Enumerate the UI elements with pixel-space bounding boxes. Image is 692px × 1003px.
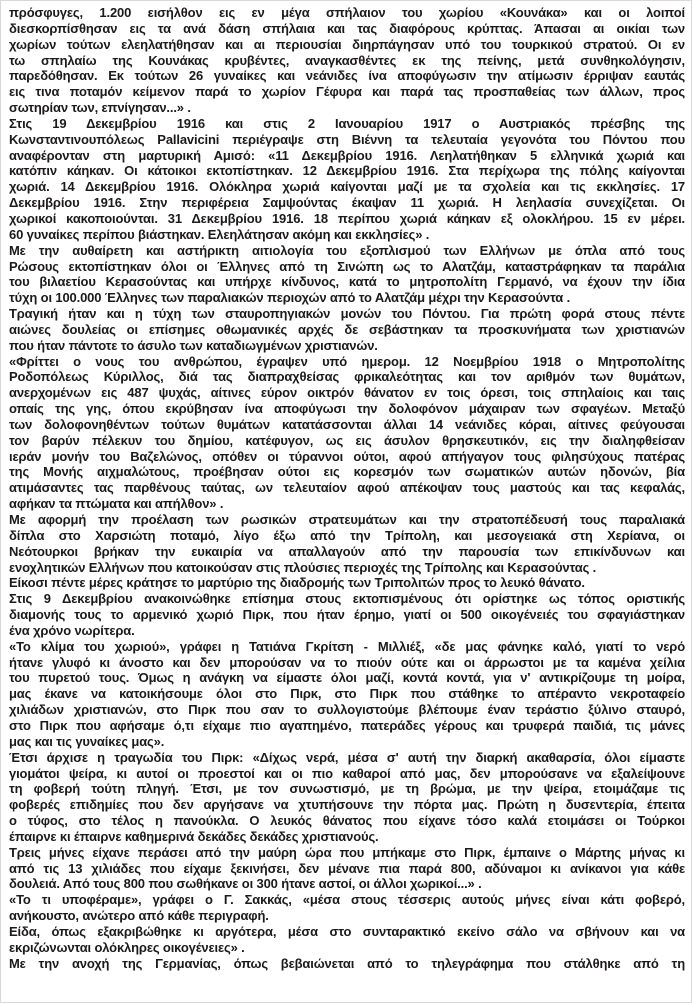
paragraph [9, 354, 685, 512]
text-line: διεσκορπίσθησαν εις τα ανά δάση σπήλαια και τας διαφόρους κρύπτας. Άπασαι αι οικίαι των [9, 20, 685, 36]
text-line: τω σπηλαίω της Κουνάκας κρυβέντες, αναγκασθέντες εκ της πείνης, μετά συνθηκολόγησιν, [9, 52, 685, 68]
text-line: χωρικοί κακοποιούνται. 31 Δεκεμβρίου 1916. 18 περίπου χωριά κάηκαν εξ ολοκλήρου. 15 εν μέρει. [9, 210, 685, 226]
text-line: Με την ανοχή της Γερμανίας, όπως βεβαιώνεται από το τηλεγράφημα που στάλθηκε από τη [9, 955, 685, 971]
text-line: από τις 13 χιλιάδες που είχαμε ξεκινήσει, δεν μένανε πια παρά 800, αδύναμοι κι ανίκανοι για κάθε [9, 860, 685, 876]
paragraph [9, 639, 685, 750]
text-line: Στις 9 Δεκεμβρίου ανακοινώθηκε επίσημα στους εκτοπισμένους ότι ορίστηκε ως τόπος οριστικής [9, 591, 685, 607]
text-line: του πυρετού τους. Όμως η ανάγκη να είμαστε όλοι μαζί, κοντά κοντά, για ν' αντικρίζουμε τη μοίρα, [9, 670, 685, 686]
text-line: ο τύφος, στο τέλος η πανούκλα. Ο λευκός θάνατος που είχανε τόσο καλά ετοιμάσει οι Τούρκοι [9, 813, 685, 829]
text-line: αιώνες δουλείας οι επίσημες οθωμανικές αρχές δε σεβάστηκαν τα προσκυνήματα των χριστιανών [9, 321, 685, 337]
text-line: φοβερές επιδημίες που δεν αργήσανε να χτυπήσουνε την πόρτα μας. Πρώτη η δυσεντερία, έπειτα [9, 797, 685, 813]
text-line: ενοχλητικών Ελλήνων που κατοικούσαν στις πλούσιες περιοχές της Τρίπολης και Κερασούντας . [9, 559, 597, 575]
text-line: 60 γυναίκες περίπου βιάστηκαν. Ελεηλάτησαν ακόμη και εκκλησίες» . [9, 226, 430, 242]
text-line: Έτσι άρχισε η τραγωδία του Πιρκ: «Δίχως νερά, μέσα σ' αυτή την διαρκή ακαθαρσία, όλοι είμαστε [9, 749, 685, 765]
text-line: Τραγική ήταν και η τύχη των σταυροπηγιακών μονών του Πόντου. Για πρώτη φορά στους πέντε [9, 306, 685, 322]
text-line: στο Πιρκ που αφήσαμε ό,τι είχαμε πιο αγαπημένο, πατεράδες γέρους και τρυφερά παιδιά, τις μάνες [9, 717, 685, 733]
text-line: αφήκαν τα πτώματα και απήλθον» . [9, 496, 224, 512]
text-line: Δεκεμβρίου 1916. Στην περιφέρεια Σαμψούντας έκαψαν 11 χωριά. Η λεηλασία συνεχίζεται. Οι [9, 195, 685, 211]
paragraph [9, 243, 685, 306]
paragraph [9, 116, 685, 243]
text-line: «Το τι υποφέραμε», γράφει ο Γ. Σακκάς, «μέσα στους τέσσερις αυτούς μήνες είναι κάτι φοβερό, [9, 892, 685, 908]
text-line: διαμονής τους το αρμενικό χωριό Πιρκ, που ήταν έρημο, γιατί οι 500 οικογένειές του σφαγιάστηκαν [9, 607, 685, 623]
text-line: μας και τις γυναίκες μας». [9, 733, 165, 749]
text-line: ήτανε γλυφό κι άνοστο και δεν μπορούσαν να το πιούν ούτε και οι άρρωστοι με τα καμένα χείλια [9, 654, 685, 670]
text-line: που ήταν πάντοτε το άσυλο των καταδιωγμένων χριστιανών. [9, 337, 378, 353]
text-line: έπαιρνε κι έπαιρνε καθημερινά δεκάδες δεκάδες χριστιανούς. [9, 828, 379, 844]
text-line: Στις 19 Δεκεμβρίου 1916 και στις 2 Ιανουαρίου 1917 ο Αυστριακός πρέσβης της [9, 115, 685, 131]
text-line: Νεότουρκοι βρήκαν την ευκαιρία να απαλλαγούν από την παρουσία των επικίνδυνων και [9, 543, 685, 559]
paragraph [9, 306, 685, 354]
text-line: Ροδοπόλεως Κύριλλος, διά τας διαπραχθείσας φρικαλεότητας και τον αριθμόν των θυμάτων, [9, 369, 685, 385]
paragraph [9, 575, 685, 591]
text-line: γιομάτοι ψείρα, κι αυτοί οι προεστοί και οι πιο καθαροί από μας, δεν μπορούσανε να εξαλείψουνε [9, 765, 685, 781]
text-line: μας έκανε να κατοικήσουμε όλοι στο Πιρκ, στο Πιρκ που στάθηκε το απέραντο νεκροταφείο [9, 686, 685, 702]
text-line: παρεδόθησαν. Εκ τούτων 26 γυναίκες και νεάνιδες ίνα αποφύγωσιν την ατίμωσιν έρριψαν εαυτάς [9, 68, 685, 84]
text-line: κατόπιν κάηκαν. Οι κάτοικοι εκτοπίστηκαν. 12 Δεκεμβρίου 1916. Στα περίχωρα της πόλης καίγονται [9, 163, 685, 179]
text-line: της Μονής αιχμαλώτους, προέβησαν ούτοι εις κορεσμόν των σωματικών αυτών ηδονών, βία [9, 464, 685, 480]
text-line: «Το κλίμα του χωριού», γράφει η Τατιάνα Γκρίτση - Μιλλιέξ, «δε μας φάνηκε καλό, γιατί το νερό [9, 638, 685, 654]
paragraph [9, 924, 685, 956]
text-line: ανήκουστο, ανώτερο από κάθε περιγραφή. [9, 908, 269, 924]
text-line: ένα χρόνο νωρίτερα. [9, 622, 135, 638]
text-line: «Φρίττει ο νους του ανθρώπου, έγραψεν υπό ημερομ. 12 Νοεμβρίου 1918 ο Μητροπολίτης [9, 353, 685, 369]
text-line: εκριζώνωνται ολόκληρες οικογένειες» . [9, 939, 245, 955]
text-line: Κωνσταντινουπόλεως Pallavicini περιέγραψε στη Βιέννη τα τελευταία γεγονότα του Πόντου που [9, 131, 685, 147]
text-line: δίπλα στο Χαρσιώτη ποταμό, λίγο έξω από την Τρίπολη, και μεσογειακά στη Χερίανα, οι [9, 527, 685, 543]
text-line: τον βαρύν πέλεκυν του δημίου, κατέφυγον, ως εις άσυλον θρησκευτικόν, εις την διαληφθείσαν [9, 432, 685, 448]
text-line: Είκοσι πέντε μέρες κράτησε το μαρτύριο της διαδρομής των Τριπολιτών προς το λευκό θάνατο. [9, 575, 585, 591]
text-line: σωτηρίαν των, επνίγησαν...» . [9, 100, 191, 116]
text-line: οπαίς της γης, όπου εκρύβησαν ίνα αποφύγωσι την δολοφόνον μάχαιραν των σφαγέων. Μεταξύ [9, 401, 685, 417]
text-line: του βιλαετίου Κερασούντας και υπήρχε κίνδυνος, κατά το μητροπολίτη Γερμανό, να έχουν την ίδια [9, 274, 685, 290]
text-line: ατιμάσαντες τας παρθένους ταύτας, ων τελευταίον αφού απέκοψαν τους μαστούς και τας κεφαλάς, [9, 480, 685, 496]
text-line: ανερχομένων εις 487 ψυχάς, αίτινες εύρον οικτρόν θάνατον εν τοις όρεσι, τοις σπηλαίοις και ταις [9, 385, 685, 401]
paragraph [9, 5, 685, 116]
text-line: των δολοφονηθέντων τούτων θυμάτων κατατάσσονται άλλαι 14 νεάνιδες κόραι, αίτινες φεύγουσαι [9, 416, 685, 432]
text-line: Με αφορμή την προέλαση των ρωσικών στρατευμάτων και την στρατοπέδευσή τους παραλιακά [9, 512, 685, 527]
text-line: ιεράν μονήν του Βαζελώνος, οπόθεν οι τύραννοι ούτοι, αφού απήγαγον τους φιλησύχους πατέρας [9, 448, 685, 464]
text-line: χωριά. 14 Δεκεμβρίου 1916. Ολόκληρα χωριά καίγονται μαζί με τα σχολεία και τις εκκλησίες. 17 [9, 179, 685, 195]
document-text [9, 5, 685, 971]
paragraph [9, 591, 685, 639]
text-line: πρόσφυγες, 1.200 εισήλθον εις εν μέγα σπήλαιον του χωρίου «Κουνάκα» και οι λοιποί [9, 5, 685, 20]
text-line: Τρεις μήνες είχανε περάσει από την μαύρη ώρα που μπήκαμε στο Πιρκ, έμπαινε ο Μάρτης μήνας κι [9, 844, 685, 860]
text-line: δουλειά. Από τους 800 που σωθήκανε οι 300 ήτανε αστοί, οι άλλοι χωρικοί...» . [9, 876, 482, 892]
text-line: Με την αυθαίρετη και αστήρικτη αιτιολογία του εξοπλισμού των Ελλήνων με όπλα από τους [9, 242, 685, 258]
text-line: τύχη οι 100.000 Έλληνες των παραλιακών περιοχών από το Αλατζάμ μέχρι την Κερασούντα . [9, 290, 571, 306]
paragraph [9, 956, 685, 972]
text-line: Είδα, όπως εξακριβώθηκε κι αργότερα, μέσα στο συνταρακτικό εκείνο σάλο να σβήνουν και να [9, 923, 685, 939]
text-line: χιλιάδων χριστιανών, στο Πιρκ που σαν το συλλογιστούμε βλέπουμε έναν τεράστιο ξύλινο σταυρό, [9, 702, 685, 718]
paragraph [9, 750, 685, 845]
text-line: αναφέρονταν στη μαρτυρική Αμισό: «11 Δεκεμβρίου 1916. Λεηλατήθηκαν 5 ελληνικά χωριά και [9, 147, 685, 163]
paragraph [9, 512, 685, 575]
text-line: χωρίων τούτων ελεηλατήθησαν και αι περιουσίαι διηρπάγησαν υπό του τουρκικού στρατού. Οι εν [9, 36, 685, 52]
text-line: εις τινα ποταμόν κείμενον παρά το χωρίον Γέφυρα και παρά τας προσπαθείας των άλλων, προς [9, 84, 685, 100]
paragraph [9, 845, 685, 893]
text-line: Ρώσους εκτοπίστηκαν όλοι οι Έλληνες από τη Σινώπη ως το Αλατζάμ, καταστράφηκαν τα παράλια [9, 258, 685, 274]
text-line: τη φοβερή τούτη πληγή. Έτσι, με τον συνωστισμό, με τη βρώμα, με την ψείρα, ετοιμάζαμε τις [9, 781, 685, 797]
paragraph [9, 892, 685, 924]
